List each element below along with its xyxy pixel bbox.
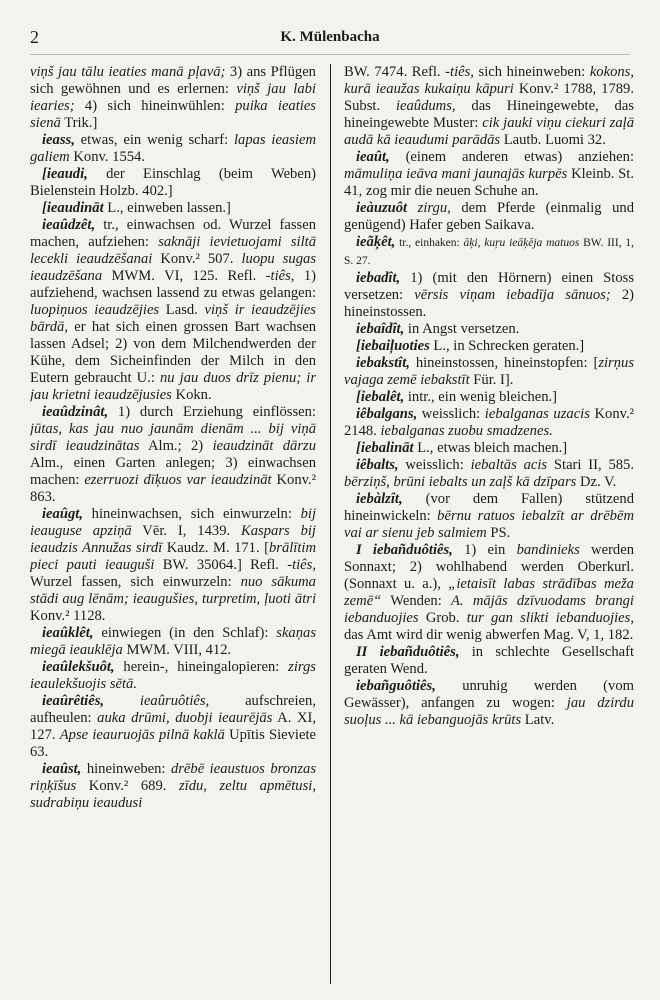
entry-headword: [iebaiļuoties — [356, 338, 430, 354]
entry-headword: [ieaudināt — [42, 200, 104, 216]
entry-text: Alm.; 2) — [139, 438, 213, 454]
entry-text: zirņus vajaga zemē iebakstīt — [344, 355, 634, 388]
entry-text: puika ieaties sienā — [30, 98, 316, 131]
dictionary-entry — [344, 491, 634, 542]
entry-text: 1) (mit den Hörnern) einen Stoss versetzen: — [344, 270, 634, 303]
dictionary-entry — [344, 200, 634, 234]
entry-text: dem Pferde (einmalig und genügend) Hafer geben Saikava. — [344, 200, 634, 233]
entry-text: cik jauki viņu ciekuri zaļā audā kā ieaudumi parādās — [344, 115, 634, 148]
entry-text: Für. I]. — [469, 372, 514, 388]
entry-text: lapas ieasiem galiem — [30, 132, 316, 165]
entry-text: iebalganas uzacis — [484, 406, 590, 422]
entry-text: saknāji ievietuojami siltā lecekli ieaudzēšanai — [30, 234, 316, 267]
entry-headword: ieãķêt, — [356, 234, 396, 250]
entry-text: weisslich: — [417, 406, 485, 422]
entry-text: Konv.² 689. — [76, 778, 179, 794]
entry-headword: iêbalgans, — [356, 406, 418, 422]
entry-text: Kleinb. St. 41, zog mir die neuen Schuhe an. — [344, 166, 634, 199]
entry-text: Alm., einen Garten anlegen; 3) einwachsen machen: — [30, 455, 316, 488]
entry-text: Lasd. — [159, 302, 205, 318]
dictionary-entry — [344, 440, 634, 457]
entry-text: māmuliņa ieāva mani jaunajās kurpēs — [344, 166, 568, 182]
dictionary-entry — [344, 457, 634, 491]
entry-headword: ieaûgt, — [42, 506, 83, 522]
entry-text: viņš ir ieaudzējies bārdā, — [30, 302, 316, 335]
entry-headword: ieass, — [42, 132, 75, 148]
entry-text: hineinweben: — [81, 761, 171, 777]
dictionary-entry — [30, 132, 316, 166]
entry-text — [407, 200, 418, 216]
entry-text: L., einweben lassen.] — [103, 200, 231, 216]
entry-headword: iebaîdît, — [356, 321, 405, 337]
entry-text: Dz. V. — [576, 474, 617, 490]
entry-text: intr., ein wenig bleichen.] — [404, 389, 558, 405]
entry-text: werden Sonnaxt; 2) wohlhabend werden Oberkurl. (Sonnaxt u. a.), — [344, 542, 634, 592]
entry-text: Wenden: — [381, 593, 452, 609]
dictionary-entry — [344, 270, 634, 321]
entry-text: PS. — [486, 525, 511, 541]
dictionary-entry — [344, 389, 634, 406]
dictionary-entry — [344, 678, 634, 729]
entry-text: Stari II, 585. — [547, 457, 634, 473]
entry-text: Latv. — [521, 712, 555, 728]
entry-text: 4) sich hineinwühlen: — [74, 98, 236, 114]
entry-headword: iêbalts, — [356, 457, 399, 473]
entry-headword: ieaûdzinât, — [42, 404, 109, 420]
column-divider — [330, 64, 331, 984]
entry-text: (einem anderen etwas) anziehen: — [389, 149, 634, 165]
dictionary-entry — [30, 506, 316, 625]
entry-text: bij ieauguse apziņā — [30, 506, 316, 539]
entry-text: jau dzirdu suoļus ... kā iebanguojās krūts — [344, 695, 634, 728]
dictionary-entry — [30, 693, 316, 761]
entry-headword: iebàlzît, — [356, 491, 403, 507]
entry-text: sich hineinweben: — [473, 64, 590, 80]
header-rule — [30, 54, 630, 55]
entry-headword: ieaûrêtiês, — [42, 693, 105, 709]
dictionary-entry — [30, 217, 316, 404]
entry-text: luopu sugas ieaudzēšana — [30, 251, 316, 284]
entry-headword: [iebalināt — [356, 440, 414, 456]
entry-text: „ietaisīt labas strādības meža zemē“ — [344, 576, 634, 609]
entry-text: hineinstossen, hineinstopfen: [ — [409, 355, 599, 371]
entry-text: BW. III, 1, S. 27. — [344, 237, 634, 267]
entry-text — [104, 693, 140, 709]
entry-text: der Einschlag (beim Weben) Bielenstein Holzb. 402.] — [30, 166, 316, 199]
entry-text: tur gan slikti iebanduojies, — [466, 610, 634, 626]
right-column — [344, 64, 634, 984]
entry-text: ieaûruôtiês, — [139, 693, 210, 709]
dictionary-entry — [344, 64, 634, 149]
dictionary-entry — [344, 355, 634, 389]
entry-text: etwas, ein wenig scharf: — [74, 132, 234, 148]
entry-text: vērsis viņam iebadīja sānuos; — [414, 287, 611, 303]
dictionary-entry — [344, 406, 634, 440]
entry-text: tr., einwachsen od. Wurzel fassen machen, aufziehen: — [30, 217, 316, 250]
entry-text: unruhig werden (vom Gewässer), anfangen zu wogen: — [344, 678, 634, 711]
entry-text: auka drūmi, duobji ieaurējās — [97, 710, 273, 726]
entry-text: zirgs ieaulekšuojis sētā. — [30, 659, 316, 692]
entry-text: BW. 7474. Refl. — [344, 64, 446, 80]
entry-text: das Hineingewebte, das hineingewebte Muster: — [344, 98, 634, 131]
dictionary-entry — [344, 321, 634, 338]
entry-headword: iebañguôtiês, — [356, 678, 436, 694]
entry-text: āķi, kuŗu ieāķēja matuos — [463, 237, 580, 249]
entry-headword: II iebañduôtiês, — [356, 644, 460, 660]
entry-text: zīdu, zeltu apmētusi, sudrabiņu ieaudusi — [30, 778, 316, 811]
entry-headword: [iebalêt, — [356, 389, 405, 405]
entry-headword: ieaûlekšuôt, — [42, 659, 115, 675]
entry-text: viņš jau labi iearies; — [30, 81, 316, 114]
entry-text: -tiês, — [445, 64, 474, 80]
left-column — [30, 64, 316, 984]
dictionary-entry — [30, 404, 316, 506]
entry-text: nu jau duos drīz pienu; ir jau krietni ieaudzējusies — [30, 370, 316, 403]
entry-text: ieaudzināt dārzu — [212, 438, 316, 454]
entry-text: nuo sākuma stādi aug lēnām; ieaugušies, turpretim, ļuoti ātri — [30, 574, 316, 607]
entry-text: bandinieks — [516, 542, 580, 558]
entry-text: (vor dem Fallen) stützend hineinwickeln: — [344, 491, 634, 524]
entry-text: brālītim pieci pauti ieauguši — [30, 540, 316, 573]
entry-text: Konv.² 507. — [152, 251, 242, 267]
entry-text: das Amt wird dir wenig abwerfen Mag. V, 1, 182. — [344, 627, 634, 643]
entry-text: L., etwas bleich machen.] — [413, 440, 568, 456]
entry-text: jūtas, kas jau nuo jaunām dienām ... bij viņā sirdī ieaudzinātas — [30, 421, 316, 454]
entry-text: Apse ieauruojās pilnā kaklā — [59, 727, 225, 743]
entry-headword: ieaûklêt, — [42, 625, 94, 641]
entry-text: in Angst versetzen. — [404, 321, 520, 337]
entry-text: Kaudz. M. 171. [ — [162, 540, 269, 556]
entry-text: in schlechte Gesellschaft geraten Wend. — [344, 644, 634, 677]
entry-text: drēbē ieaustuos bronzas riņķīšus — [30, 761, 316, 794]
entry-text: er hat sich einen grossen Bart wachsen lassen Adsel; 2) von dem Milchendwerden der Kühe, dem Sicheinfinden der Milch in den Eutern gebraucht U.: — [30, 319, 316, 386]
entry-headword: ieaûst, — [42, 761, 82, 777]
entry-text: 1) ein — [452, 542, 517, 558]
entry-text: Upītis Sieviete 63. — [30, 727, 316, 760]
entry-text: einwiegen (in den Schlaf): — [93, 625, 277, 641]
entry-text: Kokn. — [171, 387, 212, 403]
entry-text: MWM. VIII, 412. — [122, 642, 232, 658]
running-title: K. Mülenbacha — [280, 28, 380, 45]
entry-text: tr., einhaken: — [395, 237, 464, 249]
entry-text: Lautb. Luomi 32. — [500, 132, 606, 148]
entry-headword: iebakstît, — [356, 355, 410, 371]
page-header — [30, 24, 630, 50]
dictionary-entry — [30, 166, 316, 200]
entry-text: MWM. VI, 125. Refl. — [102, 268, 266, 284]
entry-text: -tiês, — [287, 557, 316, 573]
entry-headword: ieàuzuôt — [356, 200, 408, 216]
entry-text: iebaltās acis — [470, 457, 548, 473]
entry-text: Konv.² 2148. — [344, 406, 634, 439]
entry-text: Konv.² 1788, 1789. Subst. — [344, 81, 634, 114]
entry-text: Grob. — [418, 610, 467, 626]
entry-text: A. XI, 127. — [30, 710, 316, 743]
entry-headword: ieaût, — [356, 149, 390, 165]
dictionary-entry — [30, 625, 316, 659]
entry-text: Konv.² 1128. — [30, 608, 106, 624]
entry-text: ieaûdums, — [395, 98, 456, 114]
entry-text: hineinwachsen, sich einwurzeln: — [82, 506, 301, 522]
entry-headword: ieaûdzêt, — [42, 217, 96, 233]
entry-text: 1) durch Erziehung einflössen: — [108, 404, 316, 420]
dictionary-entry — [344, 149, 634, 200]
entry-text: weisslich: — [398, 457, 471, 473]
entry-text: Kaspars bij ieaudzis Annužas sirdī — [30, 523, 316, 556]
entry-text: A. mājās dzīvuodams brangi iebanduojies — [344, 593, 634, 626]
entry-text: Vēr. I, 1439. — [131, 523, 242, 539]
entry-text: ezerruozi dīķuos var ieaudzināt — [84, 472, 272, 488]
entry-text: bērziņš, brūni iebalts un zaļš kā dzīpars — [344, 474, 577, 490]
dictionary-entry — [30, 64, 316, 132]
entry-text: bērnu ratuos iebalzīt ar drēbēm vai ar sienu jeb salmiem — [344, 508, 634, 541]
entry-text: -tiês, — [265, 268, 295, 284]
entry-text: Konv.² 863. — [30, 472, 316, 505]
entry-text: luopiņuos ieaudzējies — [30, 302, 160, 318]
entry-text: 1) aufziehend, wachsen lassend zu etwas gelangen: — [30, 268, 316, 301]
entry-text: BW. 35064.] Refl. — [154, 557, 288, 573]
dictionary-entry — [344, 338, 634, 355]
entry-text: 3) ans Pflügen sich gewöhnen und es erlernen: — [30, 64, 316, 97]
entry-text: Konv. 1554. — [69, 149, 145, 165]
entry-text: kokons, kurā ieaužas kukaiņu kāpuri — [344, 64, 634, 97]
entry-text: herein-, hineingalopieren: — [114, 659, 289, 675]
dictionary-entry — [30, 200, 316, 217]
entry-headword: [ieaudi, — [42, 166, 88, 182]
dictionary-entry — [344, 542, 634, 644]
entry-text: iebalganas zuobu smadzenes. — [380, 423, 553, 439]
entry-text: skaņas miegā ieauklēja — [30, 625, 316, 658]
entry-text: Trik.] — [60, 115, 98, 131]
entry-text: 2) hineinstossen. — [344, 287, 634, 320]
entry-text: zirgu, — [417, 200, 451, 216]
entry-text: Wurzel fassen, sich einwurzeln: — [30, 574, 241, 590]
entry-text: L., in Schrecken geraten.] — [429, 338, 585, 354]
dictionary-entry — [30, 761, 316, 812]
entry-headword: I iebañduôtiês, — [356, 542, 453, 558]
dictionary-entry — [344, 234, 634, 270]
entry-text: viņš jau tālu ieaties manā pļavā; — [30, 64, 226, 80]
page-number: 2 — [30, 26, 39, 47]
entry-text: aufschreien, aufheulen: — [30, 693, 316, 726]
entry-headword: iebadît, — [356, 270, 401, 286]
dictionary-entry — [344, 644, 634, 678]
dictionary-entry — [30, 659, 316, 693]
